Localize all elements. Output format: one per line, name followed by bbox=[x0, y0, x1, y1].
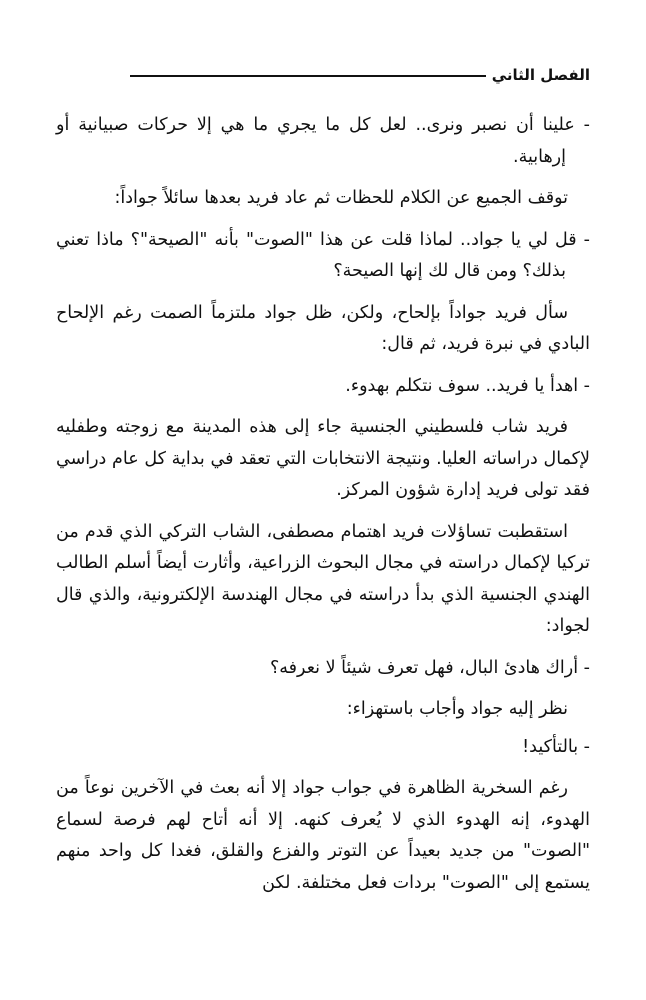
page-header bbox=[130, 62, 590, 88]
header-rule bbox=[130, 75, 486, 77]
narration-paragraph: فريد شاب فلسطيني الجنسية جاء إلى هذه المدينة مع زوجته وطفليه لإكمال دراساته العليا. ونتيجة الانتخابات التي تعقد في بداية كل عام دراسي فقد تولى فريد إدارة شؤون المركز. bbox=[56, 417, 590, 500]
narration-paragraph: نظر إليه جواد وأجاب باستهزاء: bbox=[346, 699, 568, 719]
chapter-title: الفصل الثاني bbox=[491, 66, 590, 84]
dialogue-line: - بالتأكيد! bbox=[522, 736, 590, 757]
narration-paragraph: توقف الجميع عن الكلام للحظات ثم عاد فريد بعدها سائلاً جواداً: bbox=[114, 188, 568, 208]
body-text bbox=[56, 110, 590, 909]
dialogue-line: - علينا أن نصبر ونرى.. لعل كل ما يجري ما هي إلا حركات صبيانية أو إرهابية. bbox=[56, 115, 590, 167]
narration-paragraph: رغم السخرية الظاهرة في جواب جواد إلا أنه بعث في الآخرين نوعاً من الهدوء، إنه الهدوء الذي لا يُعرف كنهه. إلا أنه أتاح لهم فرصة لسماع "الصوت" من جديد بعيداً عن التوتر والفزع والقلق، فغدا كل واحد منهم يستمع إلى "الصوت" بردات فعل مختلفة. لكن bbox=[56, 778, 590, 893]
narration-paragraph: استقطبت تساؤلات فريد اهتمام مصطفى، الشاب التركي الذي قدم من تركيا لإكمال دراسته في مجال البحوث الزراعية، وأثارت أيضاً أسلم الطالب الهندي الجنسية الذي بدأ دراسته في مجال الهندسة الإلكترونية، والذي قال لجواد: bbox=[56, 521, 590, 636]
dialogue-line: - قل لي يا جواد.. لماذا قلت عن هذا "الصوت" بأنه "الصيحة"؟ ماذا تعني بذلك؟ ومن قال لك إنها الصيحة؟ bbox=[56, 229, 590, 281]
narration-paragraph: سأل فريد جواداً بإلحاح، ولكن، ظل جواد ملتزماً الصمت رغم الإلحاح البادي في نبرة فريد، ثم قال: bbox=[56, 302, 590, 354]
dialogue-line: - أراك هادئ البال، فهل تعرف شيئاً لا نعرفه؟ bbox=[270, 657, 590, 678]
dialogue-line: - اهدأ يا فريد.. سوف نتكلم بهدوء. bbox=[345, 375, 590, 396]
